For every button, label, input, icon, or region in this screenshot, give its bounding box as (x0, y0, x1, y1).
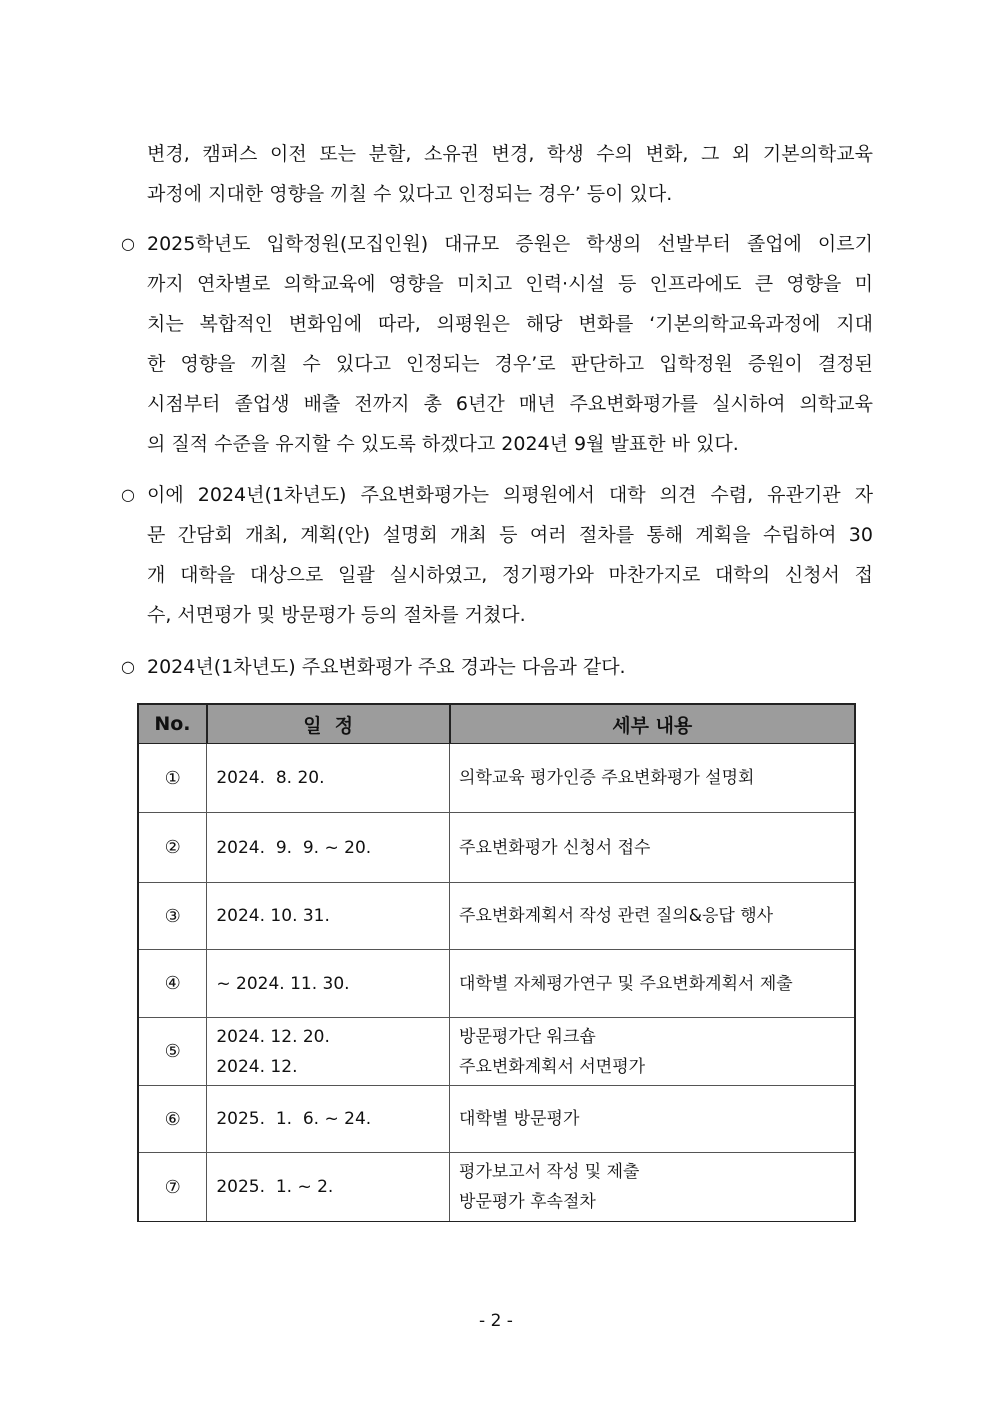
row-date: 2024. 9. 9. ~ 20. (207, 813, 450, 883)
row-date: 2025. 1. ~ 2. (207, 1153, 450, 1222)
bullet-icon: ○ (121, 657, 135, 676)
bullet-icon: ○ (121, 485, 135, 504)
table-row (138, 1018, 855, 1086)
row-detail: 주요변화평가 신청서 접수 (450, 813, 855, 883)
row-number: ① (138, 744, 207, 813)
row-date: ~ 2024. 11. 30. (207, 950, 450, 1018)
row-number: ⑦ (138, 1153, 207, 1222)
row-number: ② (138, 813, 207, 883)
table-row (138, 813, 855, 883)
header-no: No. (138, 704, 207, 744)
paragraph-line: 변경, 캠퍼스 이전 또는 분할, 소유권 변경, 학생 수의 변화, 그 외 기본의학교육 (147, 143, 873, 165)
table-row (138, 744, 855, 813)
row-number: ③ (138, 883, 207, 950)
row-date: 2024. 10. 31. (207, 883, 450, 950)
paragraph-line: 시점부터 졸업생 배출 전까지 총 6년간 매년 주요변화평가를 실시하여 의학교육 (147, 393, 873, 415)
paragraph-line: 과정에 지대한 영향을 끼칠 수 있다고 인정되는 경우’ 등이 있다. (147, 183, 673, 205)
table-row (138, 1086, 855, 1153)
table-row (138, 950, 855, 1018)
page-number: - 2 - (479, 1311, 513, 1331)
table-row (138, 1153, 855, 1222)
row-number: ⑥ (138, 1086, 207, 1153)
header-date: 일 정 (207, 704, 450, 744)
row-detail: 의학교육 평가인증 주요변화평가 설명회 (450, 744, 855, 813)
paragraph-line: 이에 2024년(1차년도) 주요변화평가는 의평원에서 대학 의견 수렴, 유관기관 자 (147, 484, 873, 506)
row-date: 2024. 8. 20. (207, 744, 450, 813)
row-date: 2024. 12. 20. 2024. 12. (207, 1018, 450, 1086)
header-detail: 세부 내용 (450, 704, 855, 744)
row-number: ⑤ (138, 1018, 207, 1086)
paragraph-line: 2024년(1차년도) 주요변화평가 주요 경과는 다음과 같다. (147, 656, 626, 678)
paragraph-line: 2025학년도 입학정원(모집인원) 대규모 증원은 학생의 선발부터 졸업에 이르기 (147, 233, 873, 255)
paragraph-line: 수, 서면평가 및 방문평가 등의 절차를 거쳤다. (147, 604, 526, 626)
row-detail: 대학별 자체평가연구 및 주요변화계획서 제출 (450, 950, 855, 1018)
table-row (138, 883, 855, 950)
row-detail: 주요변화계획서 작성 관련 질의&응답 행사 (450, 883, 855, 950)
paragraph-line: 까지 연차별로 의학교육에 영향을 미치고 인력·시설 등 인프라에도 큰 영향을 미 (147, 273, 873, 295)
paragraph-line: 치는 복합적인 변화임에 따라, 의평원은 해당 변화를 ‘기본의학교육과정에 지대 (147, 313, 873, 335)
bullet-icon: ○ (121, 234, 135, 253)
row-detail: 평가보고서 작성 및 제출 방문평가 후속절차 (450, 1153, 855, 1222)
paragraph-line: 개 대학을 대상으로 일괄 실시하였고, 정기평가와 마찬가지로 대학의 신청서 접 (147, 564, 873, 586)
paragraph-line: 의 질적 수준을 유지할 수 있도록 하겠다고 2024년 9월 발표한 바 있다. (147, 433, 739, 455)
paragraph-line: 한 영향을 끼칠 수 있다고 인정되는 경우’로 판단하고 입학정원 증원이 결정된 (147, 353, 873, 375)
row-number: ④ (138, 950, 207, 1018)
row-detail: 방문평가단 워크숍 주요변화계획서 서면평가 (450, 1018, 855, 1086)
paragraph-line: 문 간담회 개최, 계획(안) 설명회 개최 등 여러 절차를 통해 계획을 수립하여 30 (147, 524, 873, 546)
row-date: 2025. 1. 6. ~ 24. (207, 1086, 450, 1153)
schedule-table (137, 703, 856, 1222)
table-header-row (138, 704, 855, 744)
row-detail: 대학별 방문평가 (450, 1086, 855, 1153)
